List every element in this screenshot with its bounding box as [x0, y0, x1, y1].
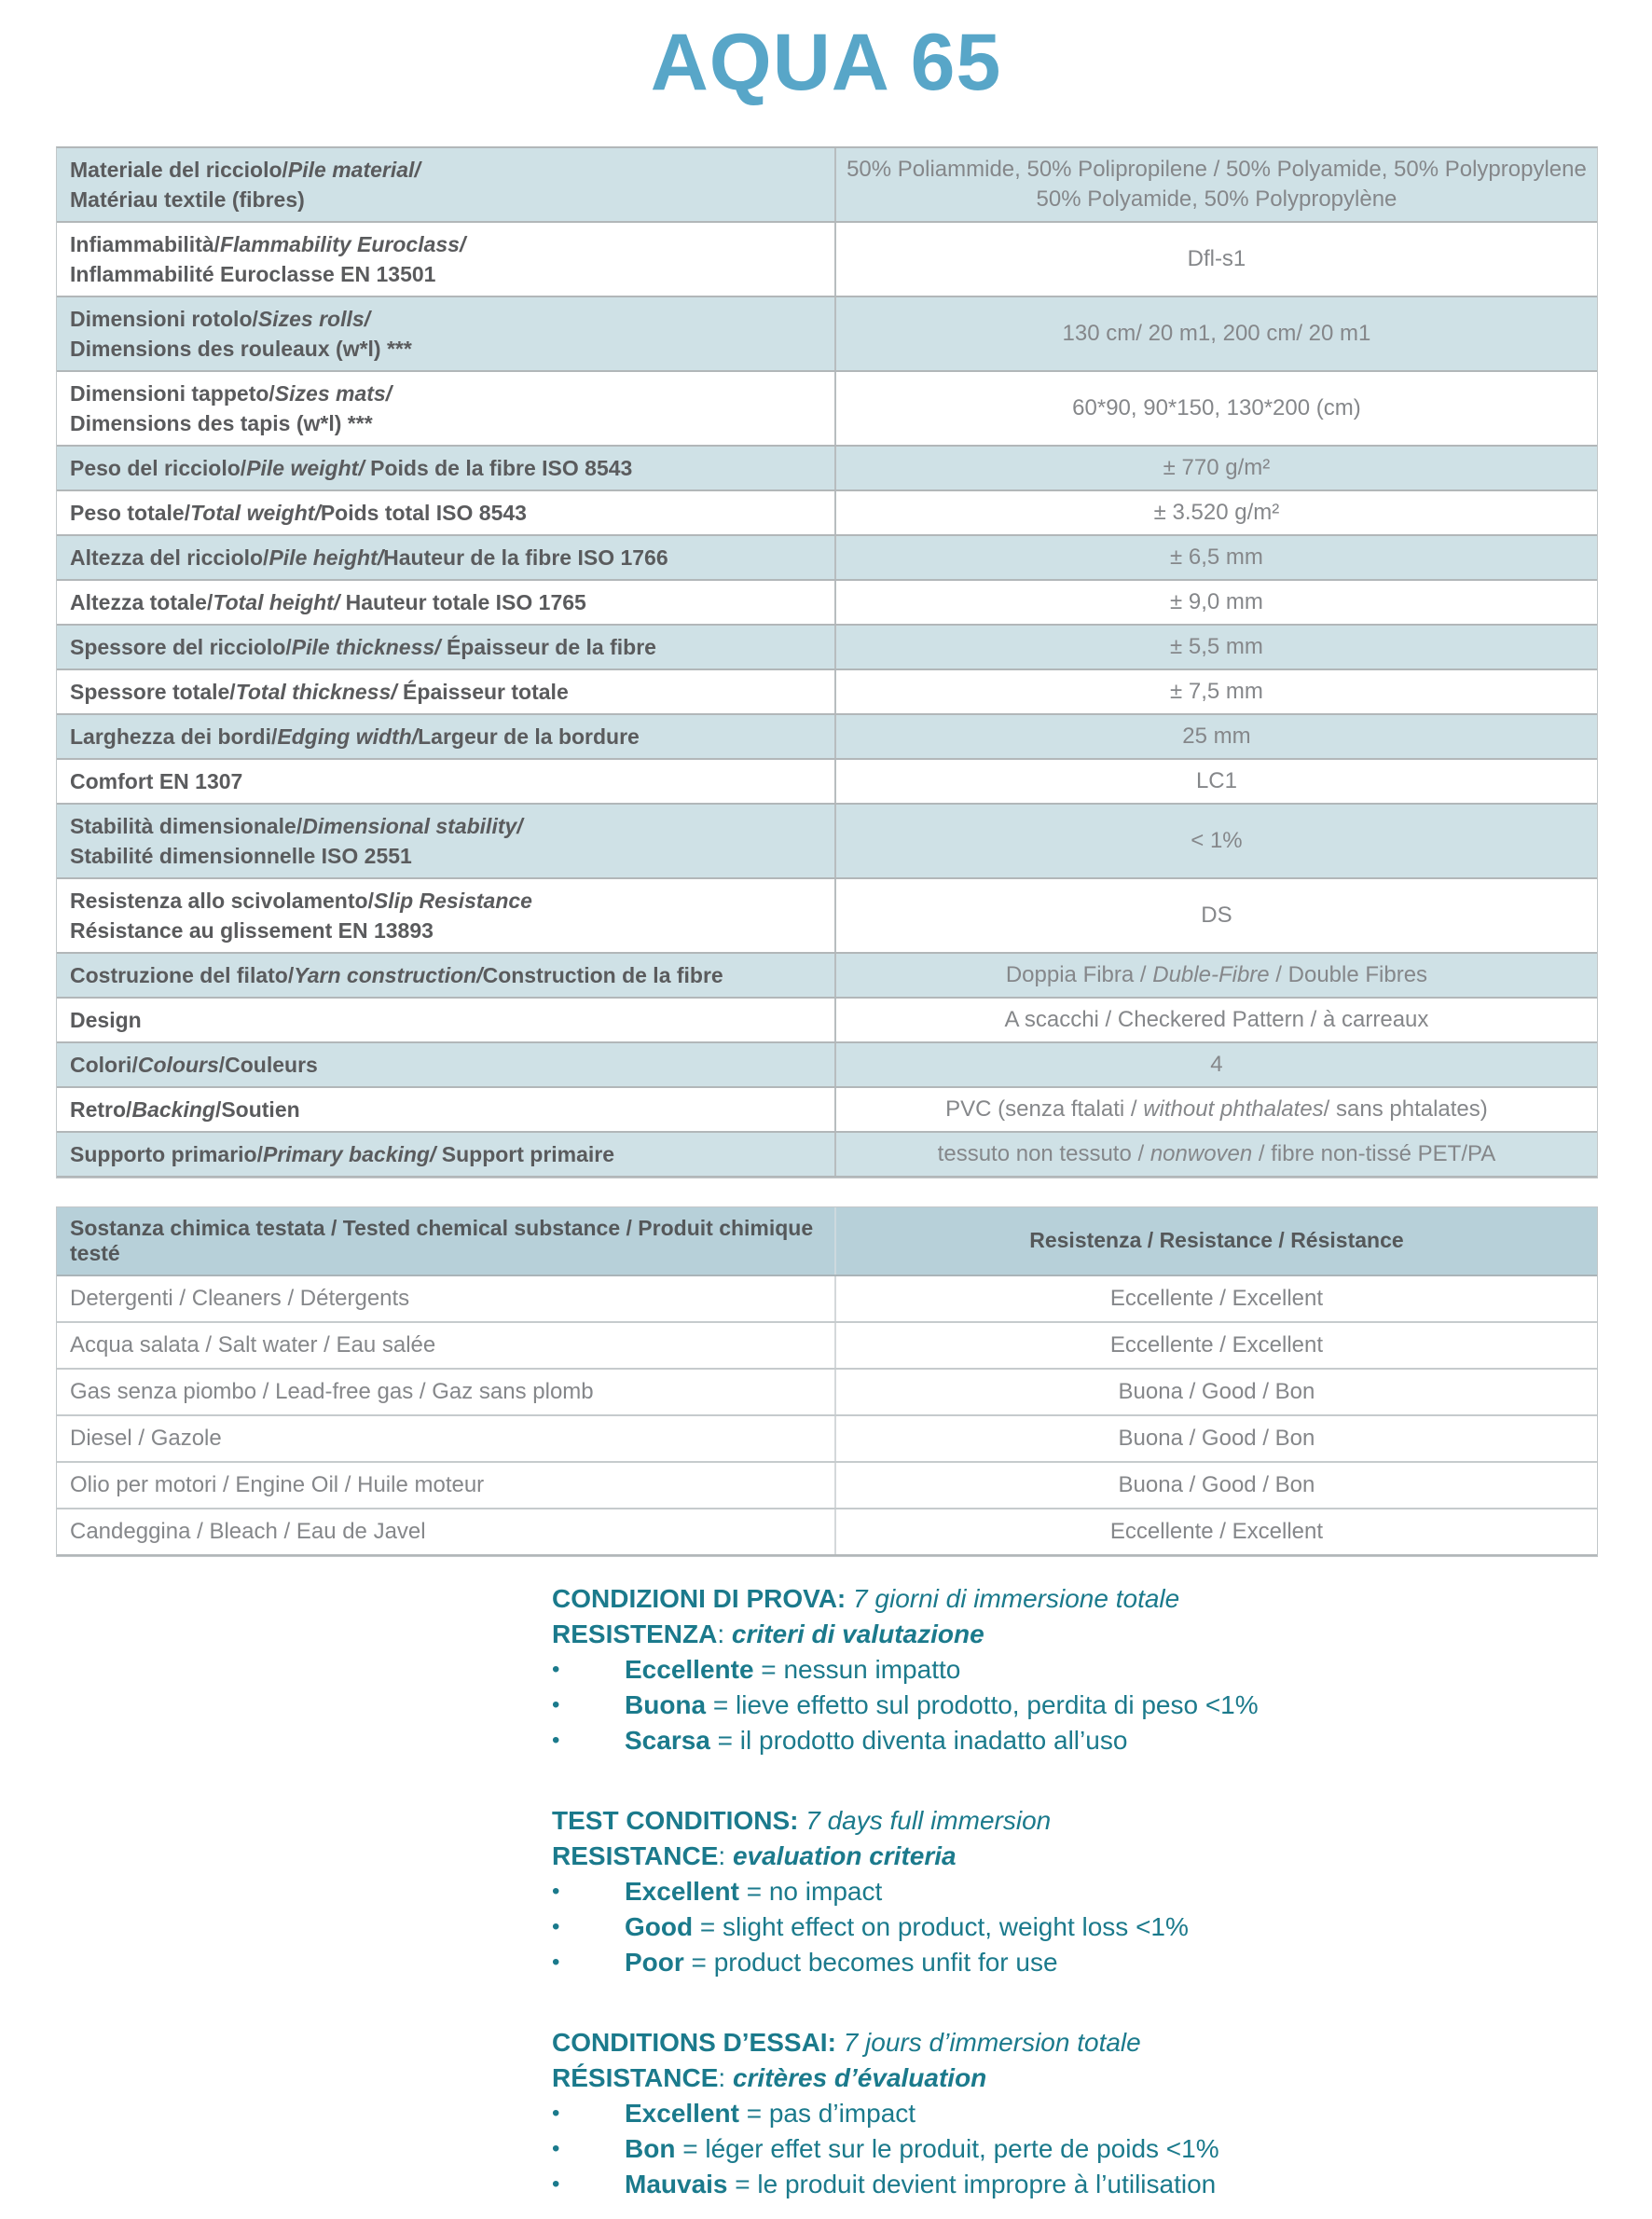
text-segment: Doppia Fibra /	[1005, 961, 1153, 987]
text-segment: ± 770 g/m²	[1163, 454, 1271, 480]
text-segment: Sizes rolls/	[257, 306, 371, 331]
spec-row-label	[57, 715, 836, 758]
chem-resistance: Buona / Good / Bon	[1118, 1471, 1315, 1497]
note-block	[552, 1581, 1596, 1758]
text-segment: ± 6,5 mm	[1170, 544, 1263, 570]
label-line	[70, 543, 827, 572]
label-line	[70, 632, 827, 662]
text-segment: tessuto non tessuto /	[937, 1140, 1150, 1166]
text-segment: Total weight/	[190, 500, 321, 525]
label-line	[70, 155, 827, 185]
text-segment: without phthalates	[1143, 1096, 1324, 1122]
label-line	[70, 229, 827, 259]
chem-resistance: Buona / Good / Bon	[1118, 1425, 1315, 1451]
value-line	[938, 1139, 1496, 1169]
text-segment: Duble-Fibre	[1152, 961, 1270, 987]
value-line	[1005, 1005, 1429, 1035]
spec-table-row	[57, 372, 1597, 447]
spec-table-row	[57, 879, 1597, 954]
spec-row-label	[57, 536, 836, 579]
spec-table-row	[57, 670, 1597, 715]
note-bullet	[552, 1945, 1596, 1980]
spec-table-row	[57, 1043, 1597, 1088]
spec-row-value	[836, 626, 1597, 668]
spec-row-label	[57, 999, 836, 1041]
spec-table-row	[57, 447, 1597, 491]
text-segment: = no impact	[738, 1876, 883, 1906]
note-subheading	[552, 1617, 1596, 1652]
text-segment: Construction de la fibre	[482, 962, 723, 987]
chemical-resistance-table	[56, 1206, 1598, 1557]
text-segment: :	[718, 2062, 733, 2092]
label-line	[70, 185, 827, 214]
label-line	[70, 498, 827, 528]
bullet-text	[625, 1688, 1596, 1723]
bullet-text	[625, 1652, 1596, 1688]
label-line	[70, 334, 827, 364]
text-segment: PVC (senza ftalati /	[945, 1096, 1144, 1122]
text-segment: Poids total ISO 8543	[320, 500, 527, 525]
chem-table-row	[57, 1509, 1597, 1556]
text-segment: Stabilità dimensionale/	[70, 813, 303, 838]
bullet-text	[625, 2167, 1596, 2202]
text-segment: 4	[1210, 1051, 1223, 1077]
text-segment: = lieve effetto sul prodotto, perdita di peso <1%	[706, 1689, 1259, 1719]
spec-row-value	[836, 805, 1597, 877]
spec-table-row	[57, 626, 1597, 670]
value-line	[1170, 677, 1263, 707]
spec-row-value	[836, 670, 1597, 713]
text-segment: Dimensional stability/	[302, 813, 523, 838]
text-segment: Total thickness/	[235, 679, 397, 704]
text-segment: Eccellente	[625, 1654, 754, 1684]
text-segment: Pile height/	[268, 544, 384, 570]
note-bullet	[552, 2131, 1596, 2167]
text-segment: Excellent	[625, 2098, 739, 2128]
text-segment: A scacchi / Checkered Pattern / à carreaux	[1004, 1006, 1429, 1032]
text-segment: 7 days full immersion	[805, 1805, 1052, 1835]
spec-row-label	[57, 954, 836, 997]
note-bullet	[552, 2167, 1596, 2202]
text-segment: Costruzione del filato/	[70, 962, 295, 987]
value-line	[1188, 244, 1246, 274]
text-segment: Mauvais	[625, 2169, 728, 2198]
note-heading	[552, 1581, 1596, 1617]
bullet-dot: •	[552, 1656, 560, 1682]
text-segment: Spessore del ricciolo/	[70, 634, 292, 659]
text-segment: Matériau textile (fibres)	[70, 186, 305, 212]
chem-header-resistance: Resistenza / Resistance / Résistance	[1029, 1228, 1404, 1253]
text-segment: CONDITIONS D’ESSAI:	[552, 2027, 844, 2057]
chem-substance: Acqua salata / Salt water / Eau salée	[57, 1323, 836, 1368]
bullet-dot: •	[552, 1878, 560, 1904]
text-segment: RÉSISTANCE	[552, 2062, 719, 2092]
text-segment: /Couleurs	[218, 1052, 318, 1077]
value-line	[1196, 766, 1237, 796]
label-line	[70, 841, 827, 871]
text-segment: Dimensioni tappeto/	[70, 380, 275, 406]
text-segment: ± 3.520 g/m²	[1153, 499, 1280, 525]
spec-row-value	[836, 999, 1597, 1041]
text-segment: Supporto primario/	[70, 1141, 263, 1166]
bullet-dot: •	[552, 1913, 560, 1939]
text-segment: = slight effect on product, weight loss <1%	[693, 1911, 1189, 1941]
text-segment: Altezza totale/	[70, 589, 213, 614]
text-segment: Épaisseur de la fibre	[440, 634, 656, 659]
label-line	[70, 1095, 827, 1124]
chem-substance: Detergenti / Cleaners / Détergents	[57, 1276, 836, 1321]
text-segment: Infiammabilità/	[70, 231, 221, 256]
label-line	[70, 1139, 827, 1169]
chem-table-header-row	[57, 1207, 1597, 1276]
bullet-dot: •	[552, 2171, 560, 2197]
spec-table-row	[57, 223, 1597, 297]
text-segment: Bon	[625, 2133, 676, 2163]
label-line	[70, 304, 827, 334]
spec-table-row	[57, 805, 1597, 879]
text-segment: Edging width/	[277, 724, 419, 749]
text-segment: Slip Resistance	[373, 888, 532, 913]
bullet-dot: •	[552, 2135, 560, 2161]
text-segment: RESISTENZA	[552, 1619, 718, 1648]
spec-row-value	[836, 447, 1597, 489]
text-segment: Excellent	[625, 1876, 739, 1906]
bullet-dot: •	[552, 1727, 560, 1753]
bullet-text	[625, 2131, 1596, 2167]
page-title: AQUA 65	[650, 18, 1002, 107]
text-segment: Dimensioni rotolo/	[70, 306, 258, 331]
note-subheading	[552, 1839, 1596, 1874]
note-bullet	[552, 2096, 1596, 2131]
value-line	[1191, 826, 1242, 856]
note-heading	[552, 1803, 1596, 1839]
bullet-dot: •	[552, 1949, 560, 1975]
value-line	[1006, 960, 1427, 990]
spec-sheet-page	[0, 17, 1652, 2219]
text-segment: Buona	[625, 1689, 707, 1719]
text-segment: 60*90, 90*150, 130*200 (cm)	[1072, 394, 1361, 420]
text-segment: Poor	[625, 1947, 684, 1977]
text-segment: Largeur de la bordure	[418, 724, 640, 749]
text-segment: 50% Poliammide, 50% Polipropilene / 50% Polyamide, 50% Polypropylene	[847, 156, 1587, 182]
label-line	[70, 886, 827, 916]
text-segment: 7 giorni di immersione totale	[853, 1583, 1180, 1613]
value-line	[945, 1095, 1488, 1124]
label-line	[70, 453, 827, 483]
spec-row-label	[57, 1088, 836, 1131]
text-segment: criteri di valutazione	[731, 1619, 984, 1648]
note-bullet	[552, 1652, 1596, 1688]
spec-row-label	[57, 626, 836, 668]
value-line	[1063, 319, 1371, 349]
spec-row-value	[836, 223, 1597, 296]
text-segment: TEST CONDITIONS:	[552, 1805, 806, 1835]
spec-row-value	[836, 760, 1597, 803]
chem-substance: Diesel / Gazole	[57, 1416, 836, 1461]
chem-resistance: Buona / Good / Bon	[1118, 1378, 1315, 1404]
bullet-text	[625, 2096, 1596, 2131]
text-segment: :	[718, 1840, 733, 1870]
text-segment: Stabilité dimensionnelle ISO 2551	[70, 843, 412, 868]
label-line	[70, 766, 827, 796]
value-line	[1154, 498, 1280, 528]
text-segment: Materiale del ricciolo/	[70, 157, 288, 182]
text-segment: LC1	[1195, 767, 1237, 793]
spec-row-value	[836, 148, 1597, 221]
note-bullet	[552, 1688, 1596, 1723]
text-segment: :	[717, 1619, 732, 1648]
text-segment: Retro/	[70, 1096, 132, 1122]
spec-row-value	[836, 1043, 1597, 1086]
label-line	[70, 1050, 827, 1080]
text-segment: Support primaire	[435, 1141, 615, 1166]
spec-row-value	[836, 372, 1597, 445]
value-line	[1182, 722, 1250, 751]
text-segment: < 1%	[1191, 827, 1243, 853]
spec-row-label	[57, 879, 836, 952]
note-bullet	[552, 1909, 1596, 1945]
spec-row-label	[57, 1133, 836, 1176]
spec-row-value	[836, 1133, 1597, 1176]
spec-row-value	[836, 491, 1597, 534]
text-segment: Resistenza allo scivolamento/	[70, 888, 374, 913]
text-segment: Pile material/	[287, 157, 420, 182]
text-segment: critères d’évaluation	[732, 2062, 987, 2092]
chem-table-row	[57, 1463, 1597, 1509]
text-segment: / Double Fibres	[1269, 961, 1428, 987]
text-segment: Épaisseur totale	[396, 679, 569, 704]
text-segment: RESISTANCE	[552, 1840, 719, 1870]
spec-table-row	[57, 297, 1597, 372]
text-segment: Hauteur de la fibre ISO 1766	[383, 544, 668, 570]
value-line	[1210, 1050, 1222, 1080]
note-subheading	[552, 2060, 1596, 2096]
spec-table-row	[57, 536, 1597, 581]
label-line	[70, 1005, 827, 1035]
text-segment: Peso totale/	[70, 500, 191, 525]
text-segment: 130 cm/ 20 m1, 200 cm/ 20 m1	[1062, 320, 1371, 346]
spec-table-row	[57, 1133, 1597, 1178]
text-segment: Poids de la fibre ISO 8543	[364, 455, 633, 480]
spec-row-label	[57, 297, 836, 370]
label-line	[70, 960, 827, 990]
text-segment: Backing	[131, 1096, 215, 1122]
chem-table-row	[57, 1323, 1597, 1370]
text-segment: Dfl-s1	[1187, 245, 1246, 271]
text-segment: Peso del ricciolo/	[70, 455, 247, 480]
text-segment: ± 5,5 mm	[1170, 633, 1263, 659]
text-segment: / sans phtalates)	[1323, 1096, 1488, 1122]
text-segment: /Soutien	[214, 1096, 300, 1122]
text-segment: Comfort EN 1307	[70, 768, 243, 793]
spec-row-label	[57, 1043, 836, 1086]
spec-table-row	[57, 760, 1597, 805]
bullet-dot: •	[552, 2100, 560, 2126]
value-line	[1170, 587, 1263, 617]
spec-table-row	[57, 715, 1597, 760]
note-bullet	[552, 1874, 1596, 1909]
bullet-text	[625, 1909, 1596, 1945]
text-segment: Pile thickness/	[291, 634, 441, 659]
spec-row-value	[836, 1088, 1597, 1131]
bullet-dot: •	[552, 1691, 560, 1717]
text-segment: Good	[625, 1911, 694, 1941]
chem-table-row	[57, 1370, 1597, 1416]
label-line	[70, 259, 827, 289]
text-segment: / fibre non-tissé PET/PA	[1252, 1140, 1496, 1166]
text-segment: DS	[1201, 902, 1232, 928]
spec-row-value	[836, 954, 1597, 997]
label-line	[70, 379, 827, 408]
chem-resistance: Eccellente / Excellent	[1109, 1285, 1324, 1311]
text-segment: = pas d’impact	[738, 2098, 916, 2128]
value-line	[1170, 632, 1263, 662]
text-segment: Spessore totale/	[70, 679, 236, 704]
text-segment: Pile weight/	[246, 455, 365, 480]
text-segment: Sizes mats/	[274, 380, 392, 406]
text-segment: Inflammabilité Euroclasse EN 13501	[70, 261, 436, 286]
spec-row-label	[57, 805, 836, 877]
spec-row-label	[57, 581, 836, 624]
spec-table-row	[57, 491, 1597, 536]
text-segment: 7 jours d’immersion totale	[843, 2027, 1141, 2057]
spec-table-row	[57, 581, 1597, 626]
label-line	[70, 408, 827, 438]
value-line	[1163, 453, 1271, 483]
text-segment: Scarsa	[625, 1725, 710, 1755]
text-segment: ± 7,5 mm	[1170, 678, 1263, 704]
text-segment: = product becomes unfit for use	[683, 1947, 1058, 1977]
text-segment: Résistance au glissement EN 13893	[70, 917, 434, 943]
chem-table-row	[57, 1416, 1597, 1463]
note-block	[552, 1803, 1596, 1980]
text-segment: = nessun impatto	[753, 1654, 961, 1684]
text-segment: Total height/	[213, 589, 340, 614]
chem-resistance: Eccellente / Excellent	[1109, 1331, 1324, 1358]
note-bullet	[552, 1723, 1596, 1758]
spec-table-row	[57, 148, 1597, 223]
chem-table-row	[57, 1276, 1597, 1323]
value-line	[1072, 393, 1361, 423]
label-line	[70, 677, 827, 707]
spec-row-label	[57, 760, 836, 803]
text-segment: Hauteur totale ISO 1765	[339, 589, 586, 614]
text-segment: CONDIZIONI DI PROVA:	[552, 1583, 854, 1613]
spec-row-value	[836, 715, 1597, 758]
text-segment: Colori/	[70, 1052, 138, 1077]
note-block	[552, 2025, 1596, 2202]
spec-table	[56, 146, 1598, 1178]
bullet-text	[625, 1723, 1596, 1758]
text-segment: = le produit devient impropre à l’utilisation	[727, 2169, 1217, 2198]
spec-row-label	[57, 372, 836, 445]
spec-row-label	[57, 670, 836, 713]
value-line	[1201, 901, 1232, 930]
chem-substance: Candeggina / Bleach / Eau de Javel	[57, 1509, 836, 1554]
text-segment: Flammability Euroclass/	[220, 231, 466, 256]
chem-header-substance: Sostanza chimica testata / Tested chemical substance / Produit chimique testé	[57, 1207, 836, 1275]
text-segment: Larghezza dei bordi/	[70, 724, 278, 749]
chem-substance: Olio per motori / Engine Oil / Huile moteur	[57, 1463, 836, 1508]
text-segment: Primary backing/	[263, 1141, 436, 1166]
text-segment: = léger effet sur le produit, perte de poids <1%	[675, 2133, 1219, 2163]
chem-table-body	[57, 1276, 1597, 1556]
chem-substance: Gas senza piombo / Lead-free gas / Gaz sans plomb	[57, 1370, 836, 1414]
text-segment: 25 mm	[1182, 723, 1251, 749]
text-segment: Design	[70, 1007, 142, 1032]
spec-row-label	[57, 148, 836, 221]
text-segment: ± 9,0 mm	[1170, 588, 1263, 614]
value-line	[1170, 543, 1263, 572]
text-segment: 50% Polyamide, 50% Polypropylène	[1036, 186, 1397, 212]
text-segment: evaluation criteria	[732, 1840, 957, 1870]
spec-table-row	[57, 999, 1597, 1043]
text-segment: = il prodotto diventa inadatto all’uso	[709, 1725, 1128, 1755]
text-segment: nonwoven	[1150, 1140, 1253, 1166]
test-conditions-notes	[552, 1581, 1596, 2202]
text-segment: Colours	[137, 1052, 219, 1077]
spec-row-value	[836, 297, 1597, 370]
spec-row-label	[57, 447, 836, 489]
spec-row-value	[836, 581, 1597, 624]
bullet-text	[625, 1945, 1596, 1980]
spec-row-label	[57, 491, 836, 534]
text-segment: Dimensions des tapis (w*l) ***	[70, 410, 373, 435]
value-line	[847, 155, 1587, 185]
label-line	[70, 722, 827, 751]
chem-resistance: Eccellente / Excellent	[1109, 1518, 1324, 1544]
spec-table-row	[57, 954, 1597, 999]
label-line	[70, 916, 827, 945]
label-line	[70, 587, 827, 617]
spec-row-value	[836, 879, 1597, 952]
value-line	[1037, 185, 1397, 214]
spec-row-label	[57, 223, 836, 296]
text-segment: Altezza del ricciolo/	[70, 544, 269, 570]
spec-table-row	[57, 1088, 1597, 1133]
spec-row-value	[836, 536, 1597, 579]
text-segment: Yarn construction/	[294, 962, 483, 987]
text-segment: Dimensions des rouleaux (w*l) ***	[70, 336, 412, 361]
note-heading	[552, 2025, 1596, 2060]
label-line	[70, 811, 827, 841]
bullet-text	[625, 1874, 1596, 1909]
